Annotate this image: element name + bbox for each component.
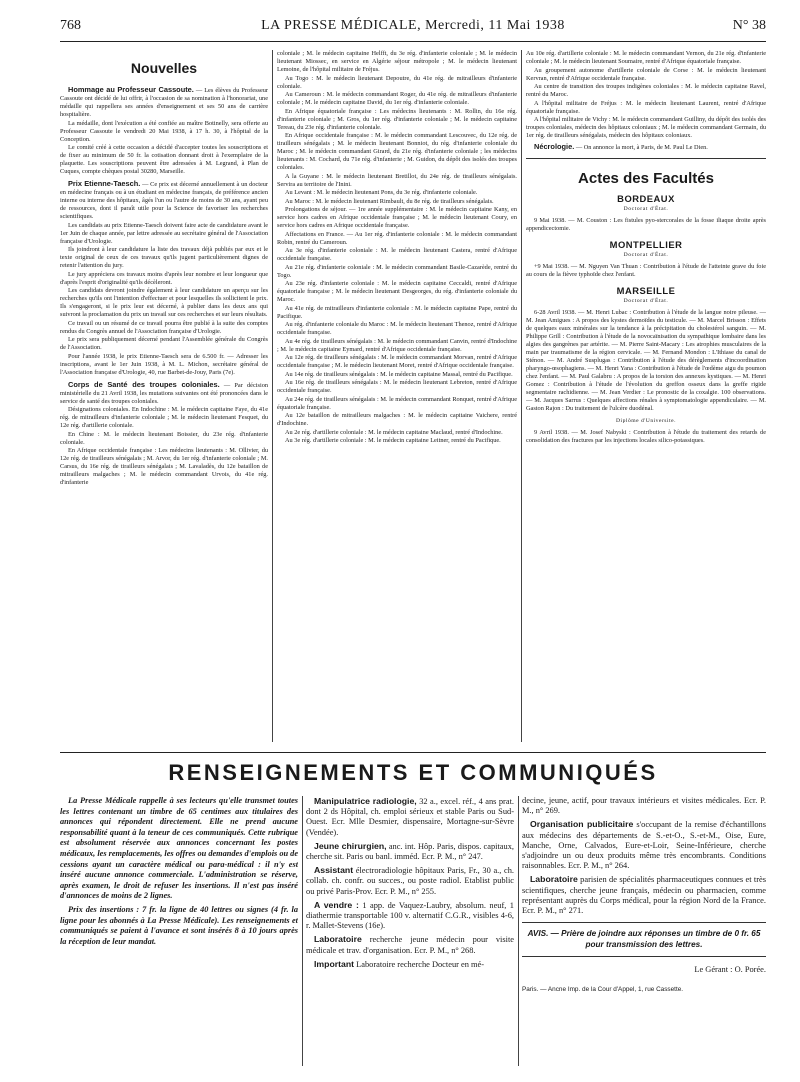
paragraph: Ce travail ou un résumé de ce travail pourra être publié à la suite des comptes rendus du Congrès annuel de l'Association française d'Urologie. xyxy=(60,319,268,335)
paragraph: Au rég. d'infanterie coloniale du Maroc : M. le médecin lieutenant Thenoz, rentré d'Afrique occidentale française. xyxy=(277,321,517,336)
paragraph: Au 4e rég. de tirailleurs sénégalais : M. le médecin commandant Canvin, rentré d'Indochine ; M. le médecin capitaine Eymard, rentré d'Afrique occidentale française. xyxy=(277,337,517,353)
column-divider xyxy=(518,796,519,1066)
avis-notice: AVIS. — Prière de joindre aux réponses un timbre de 0 fr. 65 pour transmission des lettres. xyxy=(527,929,761,949)
section-rule xyxy=(60,752,766,753)
classified-ads-right xyxy=(522,796,766,1066)
faculty-subtitle: Doctorat d'État. xyxy=(623,252,669,258)
faculty-montpellier: MONTPELLIER xyxy=(609,239,683,250)
notice-paragraph: La Presse Médicale rappelle à ses lecteurs qu'elle transmet toutes les lettres contenant un timbre de 65 centimes aux titulaires des annonces qui répondent directement. Elle ne prend aucune responsabilité quant à la teneur de ces communiqués. Cette rubrique est absolument réservée aux annonces concernant les postes médicaux, les remplacements, les offres ou demandes d'emplois ou de cessions ayant un caractère médical ou para-médical : il n'y est inséré aucune annonce commerciale. L'administration se réserve, après examen, le droit de refuser les insertions. Il n'est pas inséré d'annonces de moins de 2 lignes. xyxy=(60,796,298,901)
faculty-subtitle: Doctorat d'État. xyxy=(623,298,669,304)
paragraph: Au Levant : M. le médecin lieutenant Pons, du 3e rég. d'infanterie coloniale. xyxy=(285,189,478,196)
renseignements-title: RENSEIGNEMENTS ET COMMUNIQUÉS xyxy=(168,760,658,785)
paragraph: En Afrique occidentale française : Les médecins lieutenants : M. Ollivier, du 12e rég. de tirailleurs sénégalais ; M. Arvor, du 1er rég. d'infanterie coloniale ; M. Carsus, du 16e rég. de tirailleurs sénégalais ; M. Lavaladès, du 12e bataillon de mitrailleurs malgaches ; M. le médecin commandant Urvois, du 41e rég. d'infanterie xyxy=(60,447,268,486)
printer-imprint: Paris. — Ancne Imp. de la Cour d'Appel, 1, rue Cassette. xyxy=(522,986,684,994)
classified-ads-middle xyxy=(306,796,514,1066)
paragraph: Au Cameroun : M. le médecin commandant Roger, du 41e rég. de mitrailleurs d'infanterie coloniale ; M. le médecin capitaine David, du 1er rég. d'infanterie coloniale. xyxy=(277,91,517,106)
necrologie: Nécrologie. — On annonce la mort, à Paris, de M. Paul Le Dien. xyxy=(534,142,708,151)
paragraph: Les candidats au prix Etienne-Taesch doivent faire acte de candidature avant le 1er Juin de chaque année, par lettre adressée au secrétaire général de l'Association française d'Urologie. xyxy=(60,221,268,245)
article-heading: Hommage au Professeur Cassoute. xyxy=(68,85,194,94)
paragraph: Au 12e bataillon de mitrailleurs malgaches : M. le médecin capitaine Vaichere, rentré d'Indochine. xyxy=(277,412,517,427)
thesis-entry: 6-28 Avril 1938. — M. Henri Lubac : Contribution à l'étude de la langue noire pileuse. — M. Jean Amigues : A propos des kystes dermoïdes du testicule. — M. Marcel Brisson : Effets de quelques eaux minérales sur la tendance à la précipitation du cholestérol sanguin. — M. Philippe Grill : Contribution à l'étude de la novocaïnisation du sympathique lombaire dans les algies des gangrènes par artérite. — M. Pierre Saint-Macary : Les atrophies musculaires de la main par traumatisme de la région cervicale. — M. Fernand Mondon : L'Ithiase du canal de Sténon. — M. André Susplugas : Contribution à l'étude des dérèglements d'incoordination pharyngo-œsophagiens. — M. Henri Yana : Contribution à l'étude de l'œdème aigu du poumon chez l'enfant. — M. Paul Galabru : A propos de la torsion des annexes kystiques. — M. Henri Gomez : Contribution à l'étude de l'évolution du greffon osseux dans la greffe rigide segmentaire rachidienne. — M. Jean Verdier : Le pronostic de la coxalgie. 100 observations. — M. Jacques Sarrus : Quelques affections rénales à symptomatologie appendiculaire. — M. Gaston Rajon : Du traitement de l'ulcère duodénal. xyxy=(526,309,766,412)
article-cassoute: Hommage au Professeur Cassoute. — Les élèves du Professeur Cassoute ont décidé de lui offrir, à l'occasion de sa nomination à l'honorariat, une médaille qui rappellera ses années d'enseignement et ses 50 ans de carrière hospitalière. xyxy=(60,85,268,118)
paragraph: Au 16e rég. de tirailleurs sénégalais : M. le médecin lieutenant Lebreton, rentré d'Afrique occidentale française. xyxy=(277,379,517,394)
paragraph: Au 2e rég. d'artillerie coloniale : M. le médecin capitaine Maclaud, rentré d'Indochine. xyxy=(285,428,503,436)
classified-ad: decine, jeune, actif, pour travaux intérieurs et visites médicales. Ecr. P. M., n° 269. xyxy=(522,796,766,816)
column-divider xyxy=(302,796,303,1066)
paragraph: Les candidats devront joindre également à leur candidature un aperçu sur les recherches qu'ils ont l'intention d'effectuer et pour lesquelles ils sollicitent le prix. Ils s'engageront, si le prix leur est décerné, à publier dans les deux ans qui suivront la proclamation du prix un travail sur ces recherches et sur leurs résultats. xyxy=(60,287,268,318)
paragraph: Au groupement autonome d'artillerie coloniale de Corse : M. le médecin lieutenant Kervran, rentré d'Afrique occidentale française. xyxy=(526,66,766,82)
paragraph: Au 21e rég. d'infanterie coloniale : M. le médecin commandant Basile-Cazarède, rentré du Togo. xyxy=(277,263,517,279)
faculty-marseille: MARSEILLE xyxy=(616,285,676,296)
article-corps-sante: Corps de Santé des troupes coloniales. — Par décision ministérielle du 21 Avril 1938, les mutations suivantes ont été prononcées dans le service de santé des troupes coloniales. xyxy=(60,379,268,405)
paragraph: En Afrique équatoriale française : Les médecins lieutenants : M. Rollin, du 16e rég. d'infanterie coloniale ; M. Gros, du 1er rég. d'infanterie coloniale ; M. le médecin capitaine Tereau, du 23e rég. d'infanterie coloniale. xyxy=(277,107,517,131)
paragraph: En Chine : M. le médecin lieutenant Boissier, du 23e rég. d'infanterie coloniale. xyxy=(60,430,268,446)
avis-rule xyxy=(522,956,766,957)
classified-ad: Important Laboratoire recherche Docteur en mé- xyxy=(314,958,485,969)
diplome-heading: Diplôme d'Universite. xyxy=(616,418,676,424)
notice-prices: Prix des insertions : 7 fr. la ligne de 40 lettres ou signes (4 fr. la ligne pour les abonnés à La Presse Médicale). Les renseignements et communiqués se paient à l'avance et sont insérés 8 à 10 jours après la réception de leur mandat. xyxy=(60,904,298,946)
paragraph: Au 12e rég. de tirailleurs sénégalais : M. le médecin commandant Morvan, rentré d'Afrique occidentale française ; M. le médecin lieutenant Moret, rentré d'Afrique occidentale française. xyxy=(277,354,517,369)
classified-ad: Jeune chirurgien, anc. int. Hôp. Paris, dispos. capitaux, cherche sit. Paris ou banl. imméd. Ecr. P. M., n° 247. xyxy=(306,840,514,862)
page-number: 768 xyxy=(60,18,81,33)
paragraph: Affectations en France. — Au 1er rég. d'infanterie coloniale : M. le médecin commandant Robin, rentré du Cameroun. xyxy=(277,230,517,246)
faculty-bordeaux: BORDEAUX xyxy=(617,193,675,204)
paragraph: La médaille, dont l'exécution a été confiée au maître Botinelly, sera offerte au Professeur Cassoute le vendredi 20 Mai 1938, à 17 h. 30, à l'hôpital de la Conception. xyxy=(60,119,268,143)
gerant-line: Le Gérant : O. Porée. xyxy=(694,965,766,975)
classified-ad: Assistant électroradiologie hôpitaux Paris, Fr., 30 a., ch. collab. ch. confr. ou succes., ou poste radiol. Etablist public ou privé Paris-Prov. Ecr. P. M., n° 255. xyxy=(306,865,514,896)
article-heading: Prix Etienne-Taesch. xyxy=(68,179,141,188)
paragraph: Au 41e rég. de mitrailleurs d'infanterie coloniale : M. le médecin capitaine Pape, rentré du Pacifique. xyxy=(277,304,517,320)
paragraph: A la Guyane : M. le médecin lieutenant Bretillot, du 24e rég. de tirailleurs sénégalais. Servira au territoire de l'Inini. xyxy=(277,172,517,188)
paragraph: Au 23e rég. d'infanterie coloniale : M. le médecin capitaine Ceccaldi, rentré d'Afrique équatoriale française ; M. le médecin lieutenant Desgeorges, du rég. d'infanterie coloniale du Maroc. xyxy=(277,280,517,303)
paragraph: Au 3e rég. d'artillerie coloniale : M. le médecin capitaine Leitner, rentré du Pacifique. xyxy=(285,437,501,444)
section-rule xyxy=(526,158,766,159)
paragraph: A l'hôpital militaire de Fréjus : M. le médecin lieutenant Laurent, rentré d'Afrique équatoriale française. xyxy=(526,99,766,115)
paragraph: Au 24e rég. de tirailleurs sénégalais : M. le médecin commandant Ronquet, rentré d'Afrique équatoriale française. xyxy=(277,395,517,411)
section-title-actes: Actes des Facultés xyxy=(578,170,714,187)
issue-number: N° 38 xyxy=(732,18,766,33)
running-head xyxy=(60,18,766,40)
paragraph: Le comité créé à cette occasion a décidé d'accepter toutes les souscriptions et de fixer au minimum de 50 fr. la cotisation donnant droit à l'exemplaire de la plaquette. Les souscriptions peuvent être adressées à M. Legrand, à Plan de Cuques, compte chèques postal 30280, Marseille. xyxy=(60,144,268,175)
paragraph: Au 14e rég. de tirailleurs sénégalais : M. le médecin capitaine Massal, rentré du Pacifique. xyxy=(285,370,513,378)
paragraph: Au Maroc : M. le médecin lieutenant Rimbault, du 8e rég. de tirailleurs sénégalais. xyxy=(285,197,494,205)
classified-ad: Organisation publicitaire s'occupant de la remise d'échantillons aux médecins des départements de S.-et-O., S.-et-M., Oise, Eure, Manche, Orne, Calvados, Eure-et-Loir, Seine-Inférieure, cherche s'adjoindre un ou deux produits même très encombrants. Conditions raisonnables. Ecr. P. M., n° 264. xyxy=(522,819,766,871)
paragraph: Désignations coloniales. En Indochine : M. le médecin capitaine Faye, du 41e rég. de mitrailleurs d'infanterie coloniale ; M. le médecin lieutenant Fesquet, du 12e rég. d'artillerie coloniale. xyxy=(60,406,268,429)
paragraph: A l'hôpital militaire de Vichy : M. le médecin commandant Guilliny, du dépôt des isolés des troupes coloniales, médecin des hôpitaux coloniaux ; M. le médecin commandant Germain, du 1er rég. de tirailleurs sénégalais, médecin des hôpitaux coloniaux. xyxy=(526,116,766,139)
paragraph: Au Togo : M. le médecin lieutenant Depoutre, du 41e rég. de mitrailleurs d'infanterie coloniale. xyxy=(277,74,517,90)
header-rule xyxy=(60,41,766,42)
classified-ad: Laboratoire parisien de spécialités pharmaceutiques connues et très scientifiques, cherche jeune français, médecin ou pharmacien, comme représentant auprès du Corps médical, pour la région Nord de la France. Ecr. P. M., n° 271. xyxy=(522,874,766,916)
classified-ad: Laboratoire recherche jeune médecin pour visite médicale et trav. d'organisation. Ecr. P. M., n° 268. xyxy=(306,934,514,955)
paragraph: Prolongations de séjour. — 1re année supplémentaire : M. le médecin capitaine Kany, en service hors cadres en Afrique occidentale française ; M. le médecin lieutenant Coury, en service hors cadres en Afrique occidentale française. xyxy=(277,206,517,229)
thesis-entry: +9 Mai 1938. — M. Nguyen Van Thuan : Contribution à l'étude de l'atteinte grave du foie au cours de la fièvre typhoïde chez l'enfant. xyxy=(526,263,766,278)
classified-ad: A vendre : 1 app. de Vaquez-Laubry, absolum. neuf, 1 diathermie transportable 100 v. alternatif C.G.R., visibles 4-6, r. Mallet-Stevens (16e). xyxy=(306,899,514,931)
avis-rule xyxy=(522,922,766,923)
paragraph: Le prix sera publiquement décerné pendant l'Assemblée générale du Congrès de l'Association. xyxy=(60,336,268,351)
paragraph: Pour l'année 1938, le prix Etienne-Taesch sera de 6.500 fr. — Adresser les inscriptions, avant le 1er Juin 1938, à M. L. Michon, secrétaire général de l'Association française d'Urologie, 40, rue Barbet-de-Jouy, Paris (7e). xyxy=(60,352,268,376)
insertion-notice xyxy=(60,796,298,1066)
column-mutations xyxy=(277,50,517,742)
faculty-subtitle: Doctorat d'État. xyxy=(623,206,669,212)
thesis-entry: 9 Avril 1938. — M. Josef Nabyski : Contribution à l'étude du traitement des retards de consolidation des fractures par les injections locales silico-potassiques. xyxy=(526,429,766,444)
article-heading: Corps de Santé des troupes coloniales. xyxy=(68,379,220,389)
classified-ad: Manipulatrice radiologie, 32 a., excel. réf., 4 ans prat. dont 2 ds Hôpital, ch. emploi sérieux et stable Paris ou Sud-Ouest. Ecr. Mlle Desmier, dispensaire, Mortagne-sur-Sèvre (Vendée). xyxy=(306,796,514,837)
paragraph: coloniale ; M. le médecin capitaine Helfft, du 3e rég. d'infanterie coloniale ; M. le médecin lieutenant Miossec, en service en Algérie séjour métropole ; M. le médecin lieutenant Lemoine, de l'hôpital militaire de Fréjus. xyxy=(277,50,517,73)
thesis-entry: 9 Mai 1938. — M. Couston : Les fistules pyo-stercorales de la fosse iliaque droite après appendicectomie. xyxy=(526,217,766,232)
column-divider xyxy=(272,50,273,742)
column-divider xyxy=(521,50,522,742)
paragraph: Au 3e rég. d'infanterie coloniale : M. le médecin lieutenant Castera, rentré d'Afrique occidentale française. xyxy=(277,247,517,262)
paragraph: Le jury appréciera ces travaux moins d'après leur nombre et leur longueur que d'après l'esprit d'originalité qu'ils décèleront. xyxy=(60,270,268,286)
article-taesch: Prix Etienne-Taesch. — Ce prix est décerné annuellement à un docteur en médecine français ou à un étudiant en médecine français, de préférence ancien interne ou interne des hôpitaux, âgés l'un ou l'autre de moins de 30 ans, ayant peu de ressources, dont il paraît utile pour la Science de favoriser les recherches scientifiques. xyxy=(60,179,268,220)
journal-title: LA PRESSE MÉDICALE, Mercredi, 11 Mai 1938 xyxy=(261,18,565,33)
column-facultes xyxy=(526,50,766,742)
article-heading: Nécrologie. xyxy=(534,142,575,151)
paragraph: En Afrique occidentale française : M. le médecin commandant Lescouvec, du 12e rég. de tirailleurs sénégalais ; M. le médecin lieutenant Bonniot, du rég. d'infanterie coloniale du Maroc ; M. le médecin commandant Girard, du 21e rég. d'infanterie coloniale ; les médecins lieutenants : M. Cochard, du 71e rég. d'infanterie ; M. Guidon, du dépôt des isolés des troupes coloniales. xyxy=(277,132,517,171)
column-nouvelles xyxy=(60,50,268,742)
section-title-nouvelles: Nouvelles xyxy=(130,60,198,76)
paragraph: Au centre de transition des troupes indigènes coloniales : M. le médecin capitaine Ravel, rentré du Maroc. xyxy=(526,83,766,98)
paragraph: Ils joindront à leur candidature la liste des travaux déjà publiés par eux et le texte original de ceux de ces travaux qu'ils jugent particulièrement dignes de retenir l'attention du jury. xyxy=(60,246,268,269)
paragraph: Au 10e rég. d'artillerie coloniale : M. le médecin commandant Vernon, du 21e rég. d'infanterie coloniale ; M. le médecin lieutenant Soumaire, rentré d'Afrique équatoriale française. xyxy=(526,50,766,65)
